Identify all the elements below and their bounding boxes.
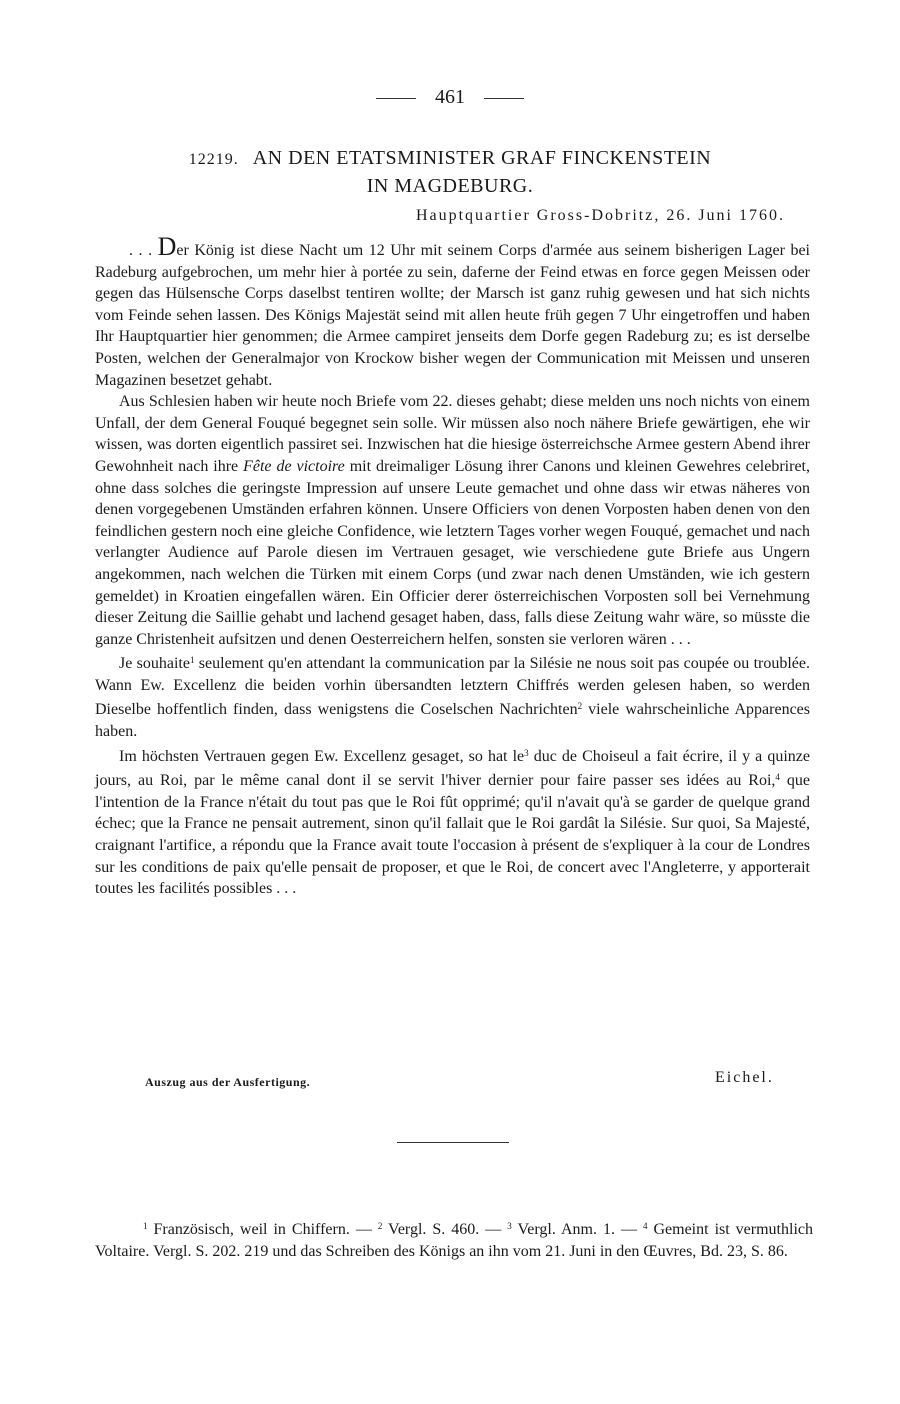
footnote-4-number: 4	[642, 1221, 648, 1231]
italic-phrase: Fête de victoire	[243, 457, 345, 475]
footnote-marker-3: 3	[524, 747, 529, 758]
paragraph-3	[95, 650, 810, 742]
paragraph-3-text-c: viele wahrscheinliche Apparences haben.	[95, 701, 810, 741]
header-rule-right	[484, 98, 524, 99]
footnote-3-number: 3	[507, 1221, 512, 1231]
letter-body	[95, 232, 811, 900]
footnote-marker-2: 2	[577, 701, 583, 712]
initial-letter: D	[157, 232, 177, 261]
footnote-4-text: Gemeint ist vermuthlich Voltaire. Vergl. S. 202. 219 und das Schreiben des Königs an ihn vom 21. Juni in den Œuvres, Bd. 23, S. 86.	[95, 1221, 813, 1260]
ellipsis-lead: . . .	[129, 242, 158, 259]
paragraph-2	[95, 391, 810, 650]
letter-title-line1: AN DEN ETATSMINISTER GRAF FINCKENSTEIN	[252, 147, 712, 169]
footnote-divider	[397, 1142, 509, 1143]
letter-number: 12219.	[188, 151, 239, 168]
page-header	[0, 86, 900, 109]
source-note: Auszug aus der Ausfertigung.	[145, 1075, 311, 1089]
footnotes	[95, 1215, 813, 1263]
paragraph-2-text-b: mit dreimaliger Lösung ihrer Canons und kleinen Gewehres celebriret, ohne dass solches die geringste Impression auf unsere Leute gemachet und ohne dass wir etwas näheres von denen vorgegebenen Umständen erfahren können. Unsere Officiers von denen Vorposten haben denen von den feindlichen gestern noch eine gleiche Confidence, wie letztern Tages vorher wegen Fouqué, gemachet und nach verlangter Audience auf Parole diesen im Vertrauen gesaget, wie verschiedene gute Briefe aus Ungern angekommen, nach welchen die Türken mit einem Corps (und zwar nach denen Umständen, wie ich gestern gemeldet) in Kroatien eingefallen wären. Ein Officier derer österreichischen Vorposten soll bei Vernehmung dieser Zeitung die Saillie gehabt und lachend gesaget haben, dass, falls diese Zeitung wahr wäre, so müsste die ganze Christenheit aufsitzen und denen Oesterreichern helfen, sonsten sie verloren wären . . .	[95, 457, 811, 648]
paragraph-2-text-a: Aus Schlesien haben wir heute noch Briefe vom 22. dieses gehabt; diese melden uns noch nichts von einem Unfall, der dem General Fouqué begegnet sein solle. Wir müssen also noch nähere Briefe gewärtigen, ehe wir wissen, was dorten eigentlich passiret sei. Inzwischen hat die hiesige österreichsche Armee gestern Abend ihrer Gewohnheit nach ihre	[95, 393, 810, 475]
paragraph-1	[95, 232, 810, 391]
footnote-3-text: Vergl. Anm. 1. —	[511, 1221, 643, 1238]
paragraph-4	[95, 743, 810, 900]
paragraph-3-text-b: seulement qu'en attendant la communication par la Silésie ne nous soit pas coupée ou troublée. Wann Ew. Excellenz die beiden vorhin übersandten letztern Chiffrés werden gelesen haben, so werden Dieselbe hoffentlich finden, dass wenigstens die Coselschen Nachrichten	[95, 655, 810, 719]
page-number: 461	[435, 86, 465, 108]
paragraph-4-text-c: que l'intention de la France n'était du tout pas que le Roi fût opprimé; qu'il n'avait qu'à se garder de quelque grand échec; que la France ne pensait autrement, sinon qu'il fallait que le Roi gardât la Silésie. Sur quoi, Sa Majesté, craignant l'artifice, a répondu que la France avait toute l'occasion à présent de s'expliquer à la cour de Londres sur les conditions de paix qu'elle pensait de proposer, et que le Roi, de concert avec l'Angleterre, y apporterait toutes les facilités possibles . . .	[95, 772, 810, 898]
signature: Eichel.	[715, 1069, 774, 1086]
paragraph-4-text-b: duc de Choiseul a fait écrire, il y a quinze jours, au Roi, par le même canal dont il se servit l'hiver dernier pour faire passer ses idées au Roi,	[95, 747, 811, 790]
header-rule-left	[376, 98, 416, 99]
place-date: Hauptquartier Gross-Dobritz, 26. Juni 1760.	[415, 207, 785, 224]
letter-title-line2: IN MAGDEBURG.	[366, 175, 534, 197]
paragraph-4-text-a: Im höchsten Vertrauen gegen Ew. Excellenz gesaget, so hat le	[119, 747, 525, 765]
footnote-block	[95, 1215, 813, 1263]
footnote-2-text: Vergl. S. 460. —	[382, 1221, 508, 1238]
footnote-1-number: 1	[143, 1221, 148, 1231]
footnote-marker-1: 1	[189, 655, 195, 666]
paragraph-1-text: er König ist diese Nacht um 12 Uhr mit seinem Corps d'armée aus seinem bisherigen Lager bei Radeburg aufgebrochen, um mehr hier à portée zu sein, daferne der Feind etwas en force gegen Meissen oder gegen das Hülsensche Corps daselbst tentiren wollte; der Marsch ist ganz ruhig gewesen und hat sich nichts vom Feinde sehen lassen. Des Königs Majestät seind mit allen heute früh gegen 7 Uhr eingetroffen und haben Ihr Hauptquartier hier genommen; die Armee campiret jenseits dem Dorfe gegen Radeburg zu; es ist derselbe Posten, welchen der Generalmajor von Krockow bisher wegen der Communication mit Meissen und unseren Magazinen besetzet gehabt.	[95, 242, 810, 389]
letter-title	[95, 145, 805, 199]
footnote-2-number: 2	[377, 1221, 383, 1231]
footnote-marker-4: 4	[775, 772, 780, 783]
paragraph-3-text-a: Je souhaite	[119, 655, 190, 673]
footnote-1-text: Französisch, weil in Chiffern. —	[147, 1221, 378, 1238]
